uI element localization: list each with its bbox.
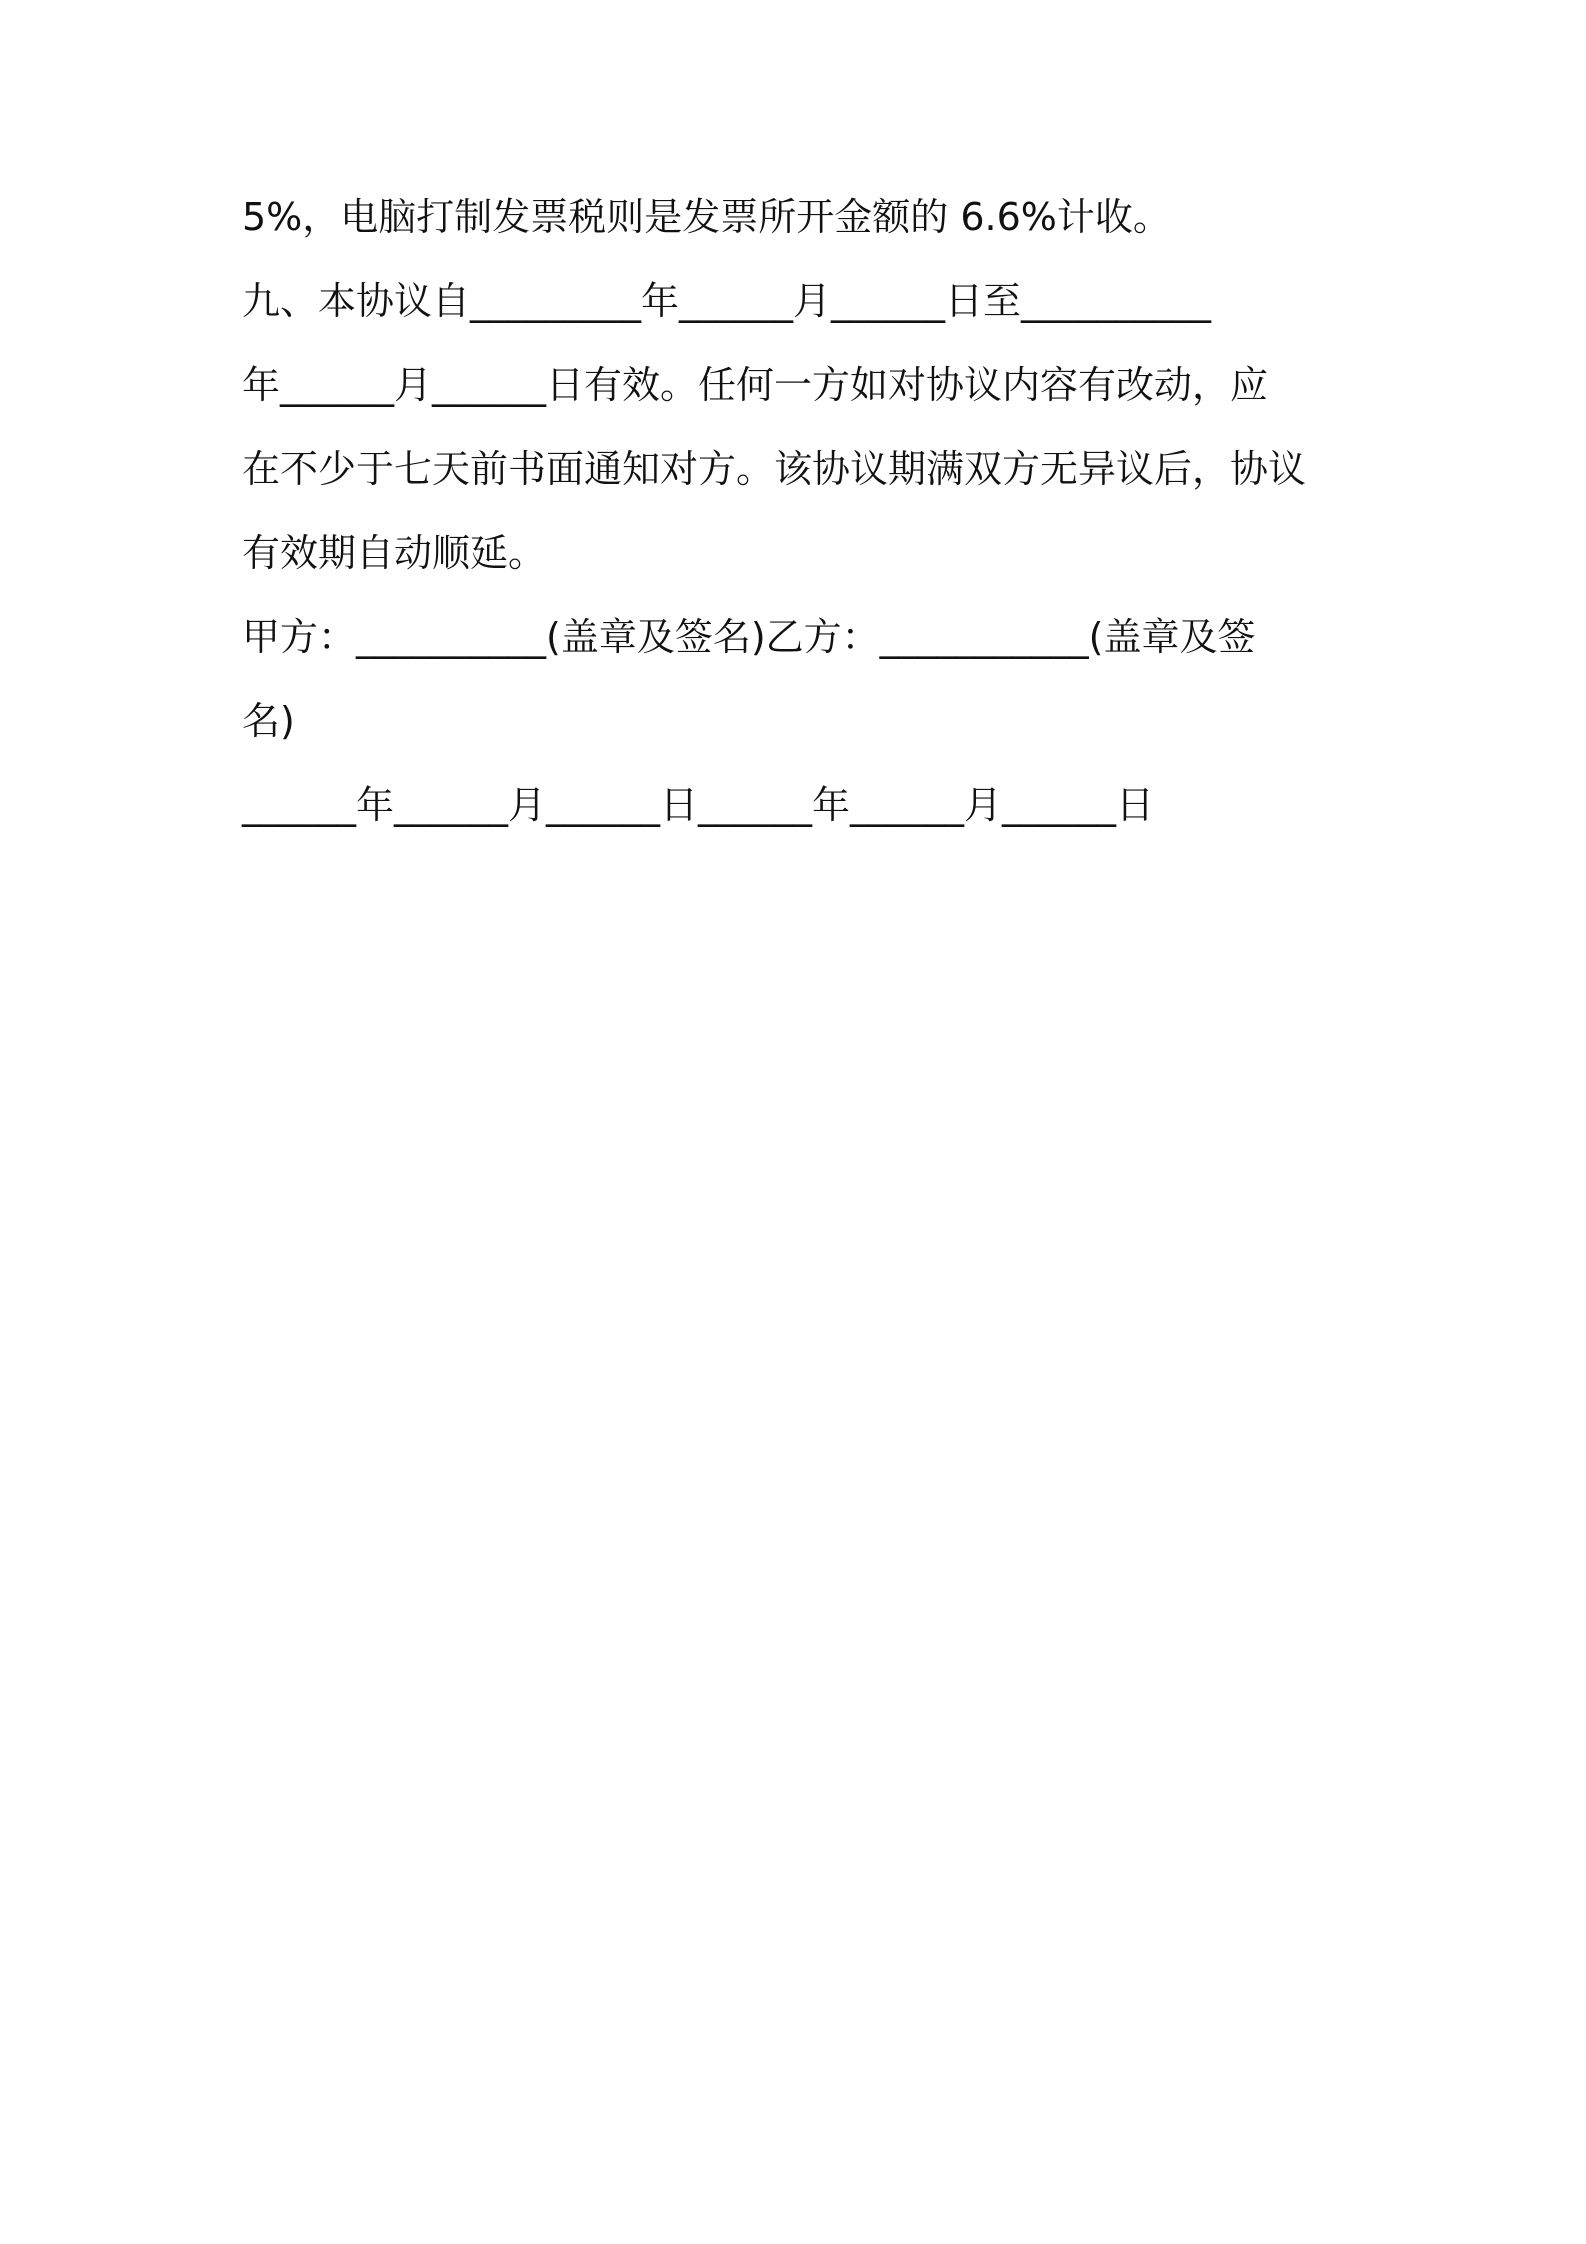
clause-nine-line-3: 在不少于七天前书面通知对方。该协议期满双方无异议后，协议 (242, 447, 1307, 491)
document-body (242, 196, 1357, 826)
tax-rate-line: 5%，电脑打制发票税则是发票所开金额的 6.6%计收。 (242, 195, 1171, 239)
date-line: ______年______月______日______年______月______日 (242, 783, 1155, 827)
clause-nine-line-1: 九、本协议自_________年______月______日至__________ (242, 279, 1212, 323)
signature-line-continued: 名) (242, 699, 295, 743)
signature-line: 甲方：__________(盖章及签名)乙方：___________(盖章及签 (242, 615, 1256, 659)
clause-nine-line-2: 年______月______日有效。任何一方如对协议内容有改动，应 (242, 363, 1269, 407)
clause-nine-line-4: 有效期自动顺延。 (242, 531, 547, 575)
